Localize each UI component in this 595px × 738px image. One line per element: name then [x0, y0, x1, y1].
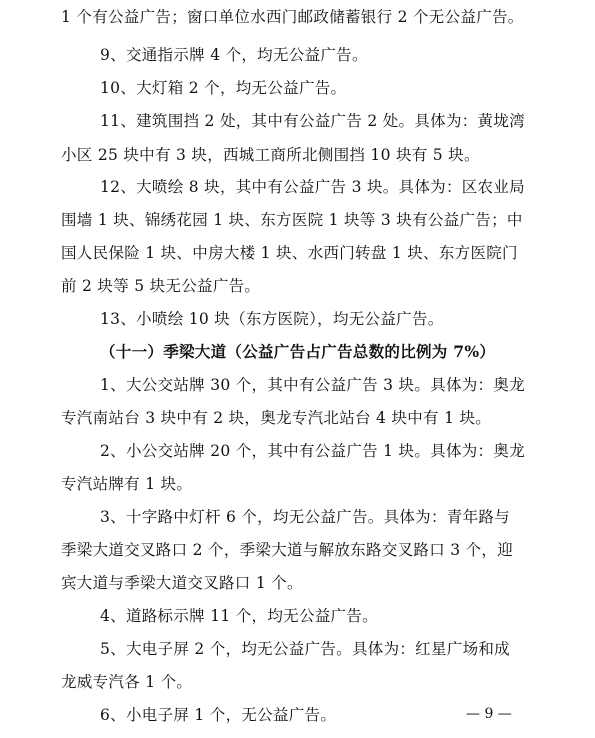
text-line-1: 1 个有公益广告；窗口单位水西门邮政储蓄银行 2 个无公益广告。 — [61, 8, 524, 26]
text-line-10: 13、小喷绘 10 块（东方医院），均无公益广告。 — [100, 310, 444, 328]
text-line-6: 12、大喷绘 8 块，其中有公益广告 3 块。具体为：区农业局 — [100, 178, 525, 196]
text-line-5: 小区 25 块中有 3 块，西城工商所北侧围挡 10 块有 5 块。 — [61, 146, 480, 164]
text-line-12: 1、大公交站牌 30 个，其中有公益广告 3 块。具体为：奥龙 — [100, 376, 525, 394]
text-line-22: 6、小电子屏 1 个，无公益广告。 — [100, 706, 337, 724]
text-line-14: 2、小公交站牌 20 个，其中有公益广告 1 块。具体为：奥龙 — [100, 442, 525, 460]
text-line-18: 宾大道与季梁大道交叉路口 1 个。 — [61, 574, 303, 592]
text-line-16: 3、十字路中灯杆 6 个，均无公益广告。具体为：青年路与 — [100, 508, 510, 526]
text-line-19: 4、道路标示牌 11 个，均无公益广告。 — [100, 607, 378, 625]
text-line-2: 9、交通指示牌 4 个，均无公益广告。 — [100, 46, 368, 64]
text-line-21: 龙威专汽各 1 个。 — [61, 673, 193, 691]
page-number: — 9 — — [466, 706, 512, 722]
text-line-13: 专汽南站台 3 块中有 2 块，奥龙专汽北站台 4 块中有 1 块。 — [61, 409, 492, 427]
text-line-17: 季梁大道交叉路口 2 个，季梁大道与解放东路交叉路口 3 个，迎 — [61, 541, 514, 559]
text-line-15: 专汽站牌有 1 块。 — [61, 475, 193, 493]
text-line-4: 11、建筑围挡 2 处，其中有公益广告 2 处。具体为：黄垅湾 — [100, 112, 525, 130]
text-line-20: 5、大电子屏 2 个，均无公益广告。具体为：红星广场和成 — [100, 640, 510, 658]
text-line-3: 10、大灯箱 2 个，均无公益广告。 — [100, 79, 347, 97]
text-line-9: 前 2 块等 5 块无公益广告。 — [61, 277, 261, 295]
section-heading: （十一）季梁大道（公益广告占广告总数的比例为 7%） — [100, 342, 496, 361]
text-line-7: 围墙 1 块、锦绣花园 1 块、东方医院 1 块等 3 块有公益广告；中 — [61, 211, 523, 229]
text-line-8: 国人民保险 1 块、中房大楼 1 块、水西门转盘 1 块、东方医院门 — [61, 244, 518, 262]
